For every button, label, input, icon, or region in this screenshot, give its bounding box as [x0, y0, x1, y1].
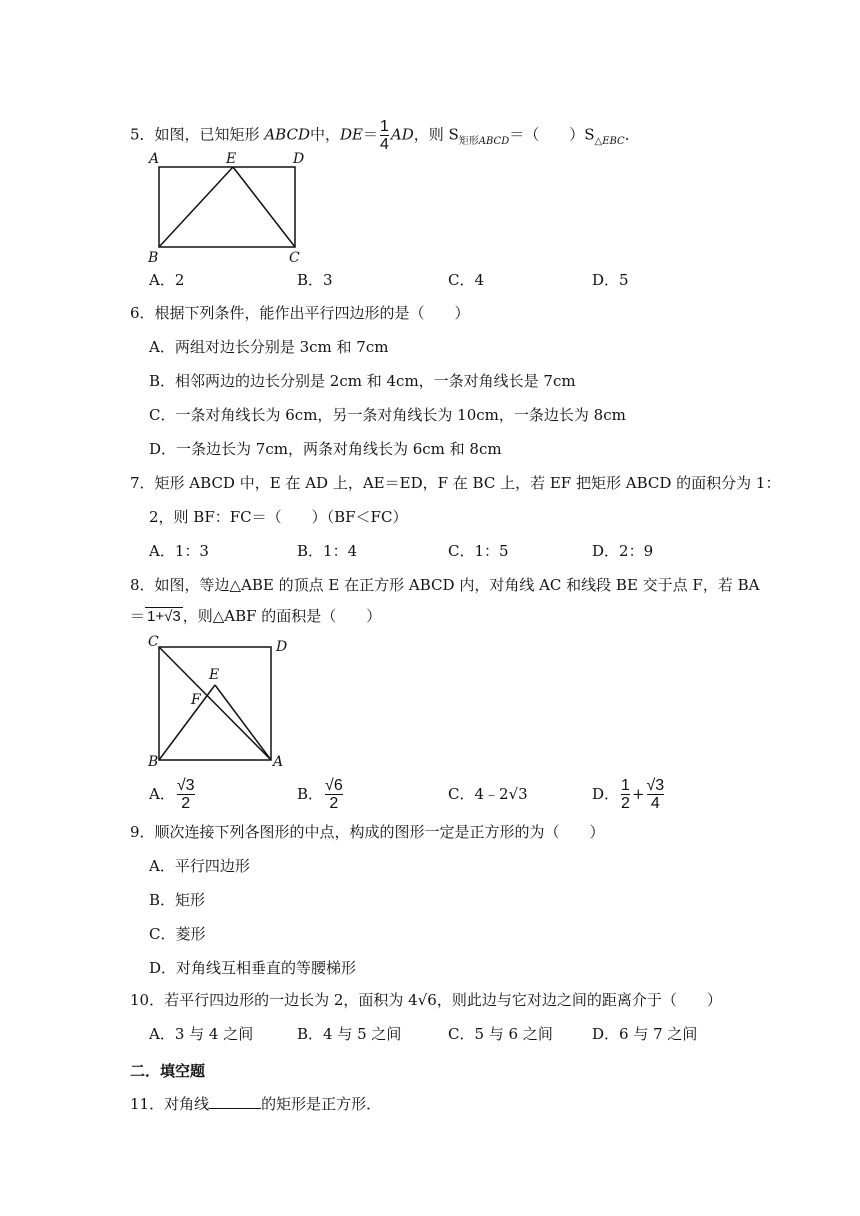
- q10-option-b[interactable]: B．4 与 5 之间: [297, 1025, 402, 1043]
- q5-mid: 中，: [309, 125, 340, 144]
- q5-figure: [145, 150, 315, 265]
- q8-line-be: [159, 685, 215, 760]
- q5-paren: ＝（ ）S: [509, 125, 595, 144]
- q5-fraction: [380, 118, 389, 153]
- q5-option-a[interactable]: A．2: [149, 271, 185, 289]
- q5-label-e: E: [226, 151, 237, 167]
- q8-option-d-num1: 1: [621, 776, 630, 794]
- q8-option-b-fraction: [325, 777, 343, 812]
- q7-option-c[interactable]: C．1：5: [448, 542, 509, 560]
- q8-option-d-fraction1: [621, 777, 630, 812]
- q8-option-c[interactable]: C．4﹣2√3: [448, 785, 528, 803]
- q8-label-e: E: [209, 667, 220, 683]
- q9-option-a[interactable]: A．平行四边形: [149, 857, 250, 875]
- q8-stem-tail: ，则△ABF 的面积是（ ）: [182, 607, 382, 625]
- q5-frac-den: 4: [379, 136, 389, 153]
- q7-stem-line1: 7．矩形 ABCD 中，E 在 AD 上，AE＝ED，F 在 BC 上，若 EF 把矩形 ABCD 的面积分为 1：: [130, 474, 781, 492]
- q5-label-d: D: [293, 151, 305, 167]
- q6-option-b[interactable]: B．相邻两边的边长分别是 2cm 和 4cm，一条对角线长是 7cm: [149, 372, 576, 390]
- q11-answer-blank[interactable]: [209, 1094, 261, 1109]
- q5-sub1: 矩形: [458, 135, 479, 147]
- q5-sub1b: ABCD: [478, 135, 510, 147]
- q5-frac-num: 1: [379, 118, 389, 135]
- q8-option-d-den1: 2: [621, 794, 630, 812]
- q8-label-a: A: [273, 754, 284, 770]
- q11-prefix: 11．对角线: [130, 1095, 210, 1113]
- q5-label-a: A: [149, 151, 160, 167]
- q8-option-d-label: D．: [592, 785, 620, 803]
- q8-label-b: B: [148, 754, 159, 770]
- q5-eq: ＝: [362, 125, 378, 144]
- q8-label-c: C: [148, 634, 159, 650]
- q8-label-d: D: [276, 639, 288, 655]
- q10-option-a[interactable]: A．3 与 4 之间: [149, 1025, 254, 1043]
- q6-option-a[interactable]: A．两组对边长分别是 3cm 和 7cm: [149, 338, 389, 356]
- q9-option-c[interactable]: C．菱形: [149, 925, 206, 943]
- q8-option-d-plus: +: [631, 785, 645, 803]
- q10-option-d[interactable]: D．6 与 7 之间: [592, 1025, 698, 1043]
- q5-abcd: ABCD: [264, 125, 310, 144]
- q8-option-a-den: 2: [181, 794, 191, 812]
- q8-label-f: F: [191, 692, 201, 708]
- q8-option-a-label: A．: [149, 785, 175, 803]
- q8-option-b-num: √6: [325, 776, 343, 794]
- q5-sub2: △EBC: [594, 135, 625, 147]
- q5-option-c[interactable]: C．4: [448, 271, 485, 289]
- q8-figure: [145, 632, 295, 772]
- q8-option-a-fraction: [177, 777, 195, 812]
- q5-label-c: C: [289, 250, 300, 265]
- q8-option-d[interactable]: [592, 774, 666, 814]
- q8-eq: ＝: [130, 607, 146, 625]
- q7-option-a[interactable]: A．1：3: [149, 542, 209, 560]
- q5-then: ，则 S: [413, 125, 459, 144]
- q5-de: DE: [339, 125, 363, 144]
- q5-rectangle: [159, 167, 295, 247]
- q9-stem: 9．顺次连接下列各图形的中点，构成的图形一定是正方形的为（ ）: [130, 823, 605, 841]
- q10-option-c[interactable]: C．5 与 6 之间: [448, 1025, 553, 1043]
- q8-radical: 1+√3: [147, 608, 181, 625]
- q5-stem: [130, 118, 640, 153]
- q8-line-ea: [215, 685, 271, 760]
- q7-option-d[interactable]: D．2：9: [592, 542, 654, 560]
- q6-stem: 6．根据下列条件，能作出平行四边形的是（ ）: [130, 304, 470, 322]
- q5-ad: AD: [390, 125, 414, 144]
- q11-suffix: 的矩形是正方形．: [261, 1095, 382, 1113]
- q5-line-be: [159, 167, 233, 247]
- q8-option-a-num: √3: [176, 776, 195, 794]
- q8-stem-line2: [130, 606, 381, 627]
- q7-stem-line2: 2，则 BF：FC＝（ ）（BF＜FC）: [149, 508, 408, 526]
- q8-stem-line1: 8．如图，等边△ABE 的顶点 E 在正方形 ABCD 内，对角线 AC 和线段 BE 交于点 F，若 BA: [130, 576, 760, 594]
- q5-option-d[interactable]: D．5: [592, 271, 629, 289]
- q6-option-c[interactable]: C．一条对角线长为 6cm，另一条对角线长为 10cm，一条边长为 8cm: [149, 406, 626, 424]
- q5-end: ．: [624, 125, 640, 144]
- q10-stem: 10．若平行四边形的一边长为 2，面积为 4√6，则此边与它对边之间的距离介于（ ）: [130, 991, 722, 1009]
- q7-option-b[interactable]: B．1：4: [297, 542, 358, 560]
- q5-line-ec: [233, 167, 295, 247]
- q8-option-b[interactable]: [297, 774, 345, 814]
- q8-option-b-den: 2: [329, 794, 339, 812]
- q5-label-b: B: [148, 250, 159, 265]
- section-title-fill-in: 二．填空题: [130, 1063, 206, 1080]
- q11-stem: [130, 1094, 381, 1114]
- q8-diagonal-ca: [159, 647, 271, 760]
- q6-option-d[interactable]: D．一条边长为 7cm，两条对角线长为 6cm 和 8cm: [149, 440, 502, 458]
- q8-option-d-den2: 4: [650, 794, 660, 812]
- q9-option-d[interactable]: D．对角线互相垂直的等腰梯形: [149, 959, 357, 977]
- q5-option-b[interactable]: B．3: [297, 271, 333, 289]
- q9-option-b[interactable]: B．矩形: [149, 891, 206, 909]
- q8-option-d-num2: √3: [646, 776, 665, 794]
- q5-text: 5．如图，已知矩形: [130, 125, 260, 144]
- q8-option-a[interactable]: [149, 774, 197, 814]
- q8-option-b-label: B．: [297, 785, 324, 803]
- q8-option-d-fraction2: [647, 777, 665, 812]
